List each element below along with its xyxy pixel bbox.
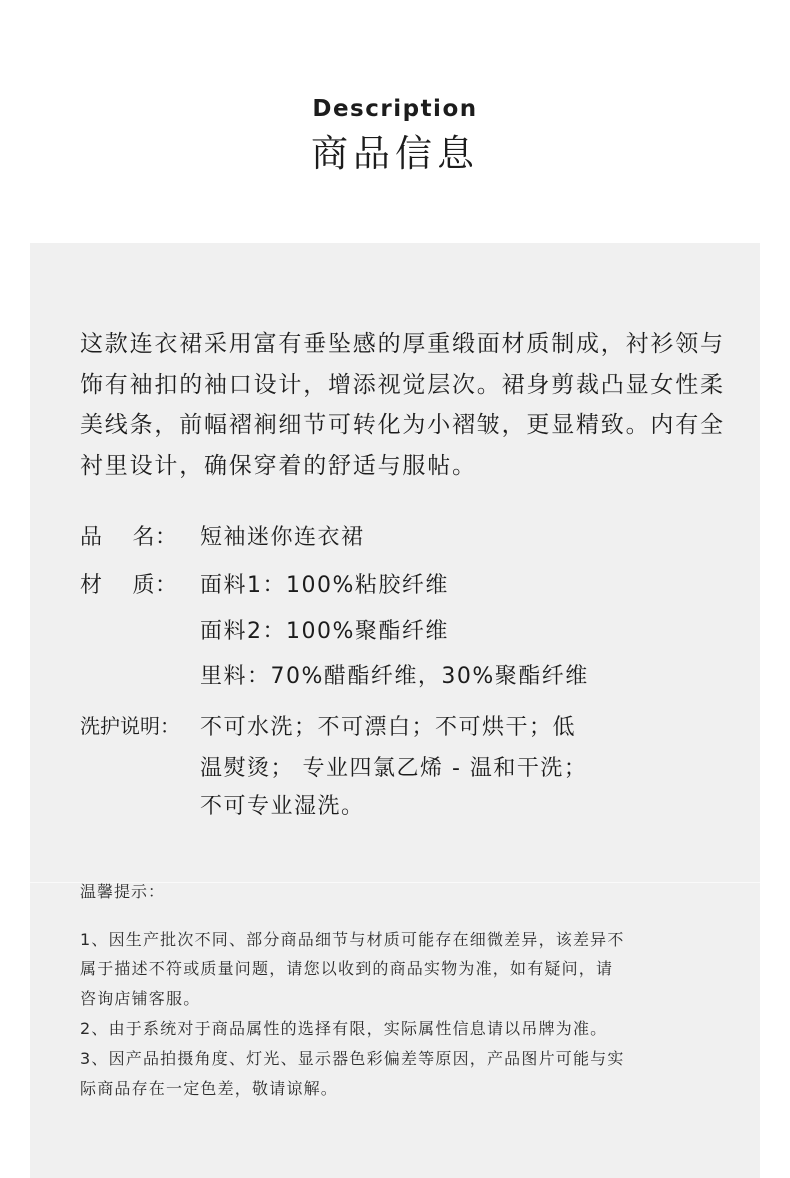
spec-care-line-2: 温熨烫； 专业四氯乙烯 - 温和干洗；	[200, 756, 588, 781]
spec-material-value-2: 面料2：100%聚酯纤维	[200, 619, 449, 644]
title-english: Description	[312, 96, 478, 122]
spec-care-label: 洗护说明：	[80, 714, 180, 738]
spec-material-value-3: 里料：70%醋酯纤维，30%聚酯纤维	[200, 664, 589, 689]
spec-material-label: 材 质：	[80, 573, 178, 598]
spec-name-value: 短袖迷你连衣裙	[200, 525, 365, 550]
tip-line-2: 属于描述不符或质量问题，请您以收到的商品实物为准，如有疑问，请	[80, 959, 614, 978]
tip-line-6: 际商品存在一定色差，敬请谅解。	[80, 1079, 339, 1098]
tips-title: 温馨提示：	[80, 882, 166, 901]
description-header	[0, 94, 790, 178]
spec-care-line-3: 不可专业湿洗。	[200, 794, 365, 819]
product-intro-paragraph: 这款连衣裙采用富有垂坠感的厚重缎面材质制成，衬衫领与饰有袖扣的袖口设计，增添视觉层次。裙身剪裁凸显女性柔美线条，前幅褶裥细节可转化为小褶皱，更显精致。内有全衬里设计，确保穿着的舒适与服帖。	[80, 331, 725, 479]
spec-name-label: 品 名：	[80, 525, 178, 550]
tip-line-4: 2、由于系统对于商品属性的选择有限，实际属性信息请以吊牌为准。	[80, 1019, 608, 1038]
tip-line-1: 1、因生产批次不同、部分商品细节与材质可能存在细微差异，该差异不	[80, 930, 625, 949]
spec-material-value-1: 面料1：100%粘胶纤维	[200, 573, 449, 598]
spec-care-line-1: 不可水洗；不可漂白；不可烘干；低	[200, 715, 577, 740]
title-chinese: 商品信息	[311, 132, 479, 175]
tip-line-5: 3、因产品拍摄角度、灯光、显示器色彩偏差等原因，产品图片可能与实	[80, 1049, 625, 1068]
tip-line-3: 咨询店铺客服。	[80, 989, 201, 1008]
